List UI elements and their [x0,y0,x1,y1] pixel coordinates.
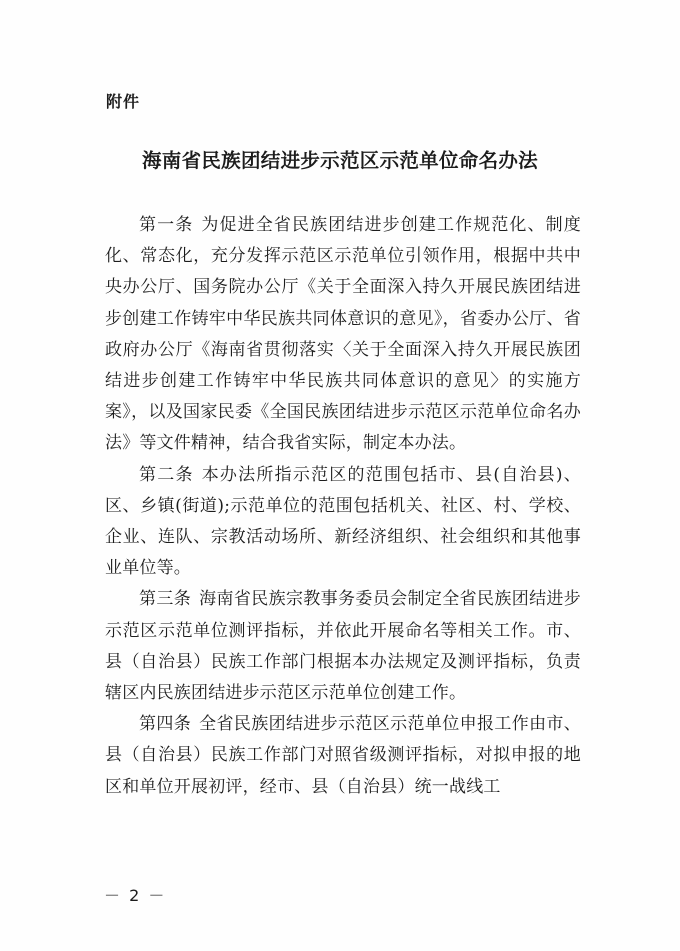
article-paragraph-4 [105,709,581,803]
article-text: 全省民族团结进步示范区示范单位申报工作由市、县（自治县）民族工作部门对照省级测评指标，对拟申报的地区和单位开展初评，经市、县（自治县）统一战线工 [105,714,581,797]
article-paragraph-2 [105,460,581,585]
page-number: － 2 － [104,886,167,905]
document-title: 海南省民族团结进步示范区示范单位命名办法 [141,149,538,172]
article-paragraph-1 [105,210,581,460]
article-number: 第一条 [139,215,194,235]
attachment-label: 附件 [106,92,141,111]
article-number: 第四条 [139,714,192,735]
article-text: 海南省民族宗教事务委员会制定全省民族团结进步示范区示范单位测评指标，并依此开展命名等相关工作。市、县（自治县）民族工作部门根据本办法规定及测评指标，负责辖区内民族团结进步示范区示范单位创建工作。 [105,589,581,704]
article-number: 第三条 [139,589,192,610]
article-number: 第二条 [139,464,194,485]
article-text: 本办法所指示范区的范围包括市、县(自治县)、区、乡镇(街道);示范单位的范围包括机关、社区、村、学校、企业、连队、宗教活动场所、新经济组织、社会组织和其他事业单位等。 [105,464,581,579]
article-paragraph-3 [105,584,581,709]
article-text: 为促进全省民族团结进步创建工作规范化、制度化、常态化，充分发挥示范区示范单位引领作用，根据中共中央办公厅、国务院办公厅《关于全面深入持久开展民族团结进步创建工作铸牢中华民族共同体意识的意见》，省委办公厅、省政府办公厅《海南省贯彻落实〈关于全面深入持久开展民族团结进步创建工作铸牢中华民族共同体意识的意见〉的实施方案》，以及国家民委《全国民族团结进步示范区示范单位命名办法》等文件精神，结合我省实际，制定本办法。 [105,215,581,454]
document-body [105,210,581,803]
